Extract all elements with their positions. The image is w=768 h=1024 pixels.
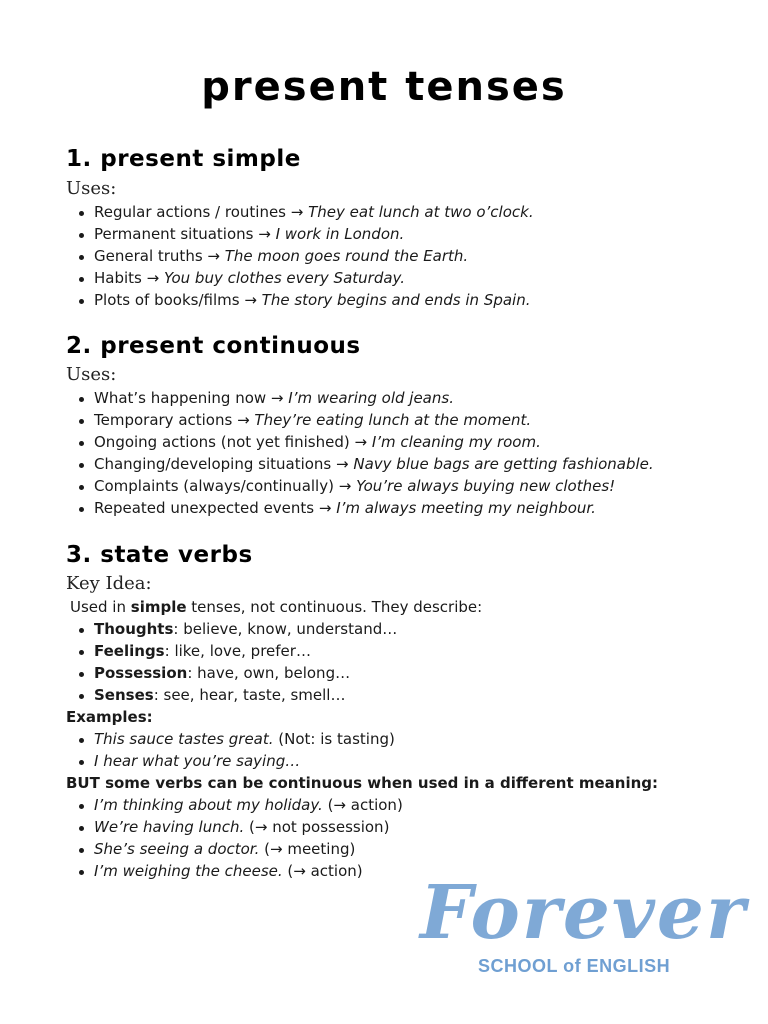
- list-item: Permanent situations → I work in London.: [94, 225, 405, 243]
- list-item: What’s happening now → I’m wearing old jeans.: [94, 389, 454, 407]
- list-item: She’s seeing a doctor. (→ meeting): [94, 840, 356, 858]
- list-item: Regular actions / routines → They eat lunch at two o’clock.: [94, 203, 534, 221]
- logo-wordmark: Forever: [420, 870, 747, 956]
- list-item: I’m weighing the cheese. (→ action): [94, 862, 363, 880]
- but-label: BUT some verbs can be continuous when used in a different meaning:: [66, 774, 659, 792]
- school-logo: [420, 870, 747, 980]
- list-item: Habits → You buy clothes every Saturday.: [94, 269, 406, 287]
- section-heading-present-simple: 1. present simple: [66, 146, 301, 172]
- list-item: Feelings: like, love, prefer…: [94, 642, 311, 660]
- list-item: Complaints (always/continually) → You’re always buying new clothes!: [94, 477, 616, 495]
- logo-subtitle: SCHOOL of ENGLISH: [478, 956, 671, 976]
- list-item: Senses: see, hear, taste, smell…: [94, 686, 346, 704]
- list-item: Thoughts: believe, know, understand…: [94, 620, 398, 638]
- list-item: I’m thinking about my holiday. (→ action): [94, 796, 403, 814]
- list-item: Ongoing actions (not yet finished) → I’m cleaning my room.: [94, 433, 541, 451]
- section-heading-state-verbs: 3. state verbs: [66, 542, 253, 568]
- list-item: We’re having lunch. (→ not possession): [94, 818, 390, 836]
- list-item: This sauce tastes great. (Not: is tasting): [94, 730, 395, 748]
- list-item: Repeated unexpected events → I’m always meeting my neighbour.: [94, 499, 596, 517]
- key-idea-label: Key Idea:: [66, 573, 152, 594]
- examples-label: Examples:: [66, 708, 153, 726]
- intro-text: Used in simple tenses, not continuous. They describe:: [70, 598, 483, 616]
- uses-label: Uses:: [66, 364, 117, 385]
- list-item: Changing/developing situations → Navy blue bags are getting fashionable.: [94, 455, 654, 473]
- list-item: I hear what you’re saying…: [94, 752, 301, 770]
- list-item: Possession: have, own, belong…: [94, 664, 351, 682]
- section-heading-present-continuous: 2. present continuous: [66, 333, 361, 359]
- list-item: Temporary actions → They’re eating lunch at the moment.: [94, 411, 532, 429]
- page-title: present tenses: [201, 64, 567, 110]
- uses-label: Uses:: [66, 178, 117, 199]
- list-item: Plots of books/films → The story begins and ends in Spain.: [94, 291, 531, 309]
- list-item: General truths → The moon goes round the Earth.: [94, 247, 469, 265]
